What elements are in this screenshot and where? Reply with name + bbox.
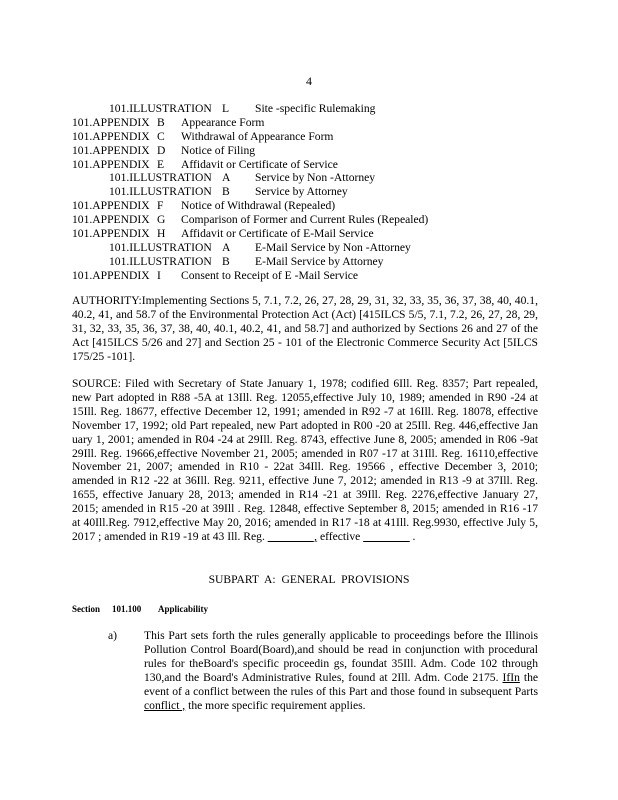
toc-prefix: 101.APPENDIX bbox=[72, 115, 150, 129]
toc-row bbox=[72, 102, 552, 116]
source-blank-1: ________, bbox=[267, 529, 318, 543]
toc-row bbox=[72, 241, 552, 255]
section-label: Section bbox=[72, 604, 100, 614]
toc-title: Service by Non -Attorney bbox=[255, 171, 376, 185]
toc-row bbox=[72, 227, 552, 241]
source-blank-2: ________ bbox=[363, 529, 410, 543]
toc-title: Withdrawal of Appearance Form bbox=[181, 129, 334, 143]
toc-row bbox=[72, 199, 552, 213]
inserted-conflict: conflict , bbox=[144, 698, 186, 712]
toc-letter: F bbox=[157, 199, 164, 213]
toc-letter: B bbox=[157, 115, 165, 129]
toc-letter: B bbox=[222, 185, 230, 199]
toc-title: Comparison of Former and Current Rules (Repealed) bbox=[181, 213, 429, 227]
toc-prefix: 101.ILLUSTRATION bbox=[109, 171, 212, 185]
toc-prefix: 101.ILLUSTRATION bbox=[109, 254, 212, 268]
toc-letter: H bbox=[157, 227, 166, 241]
toc-prefix: 101.ILLUSTRATION bbox=[109, 185, 212, 199]
toc-letter: A bbox=[222, 171, 231, 185]
subsection-text-1: This Part sets forth the rules generally applicable to proceedings before the Illinois Pollution Control Board(Board),and should be read in conjunction with procedural rules for theBoard's specific proceedin gs, foundat 35Ill. Adm. Code 102 through 130,and the Board's Administrative Rules, found at 2Ill. Adm. Code 2175. bbox=[144, 629, 538, 684]
toc-prefix: 101.ILLUSTRATION bbox=[109, 240, 212, 254]
subsection-label: a) bbox=[108, 629, 118, 642]
page-number: 4 bbox=[306, 74, 312, 88]
source-text: SOURCE: Filed with Secretary of State January 1, 1978; codified 6Ill. Reg. 8357; Part repealed, new Part adopted in R88 -5A at 13Ill. Reg. 12055,effective July 10, 1989; amended in R90 -24 at 15Ill. Reg. 18677, effective December 12, 1991; amended in R92 -7 at 16Ill. Reg. 18078, effective November 17, 1992; old Part repealed, new Part adopted in R00 -20 at 25Ill. Reg. 446,effective Jan uary 1, 2001; amended in R04 -24 at 29Ill. Reg. 8743, effective June 8, 2005; amended in R06 -9at 29Ill. Reg. 19666,effective November 21, 2005; amended in R07 -17 at 31Ill. Reg. 16110,effective November 21, 2007; amended in R10 - 22at 34Ill. Reg. 19566 , effective December 3, 2010; amended in R12 -22 at 36Ill. Reg. 9211, effective June 7, 2012; amended in R13 -9 at 37Ill. Reg. 1655, effective January 28, 2013; amended in R14 -21 at 39Ill. Reg. 2276,effective January 27, 2015; amended in R15 -20 at 39Ill . Reg. 12848, effective September 8, 2015; amended in R16 -17 at 40Ill.Reg. 7912,effective May 20, 2016; amended in R17 -18 at 41Ill. Reg.9930, effective July 5, 2017 ; amended in R19 -19 at 43 Ill. Reg. bbox=[72, 377, 538, 543]
toc-prefix: 101.APPENDIX bbox=[72, 227, 150, 241]
toc-prefix: 101.APPENDIX bbox=[72, 129, 150, 143]
toc-row bbox=[72, 130, 552, 144]
toc-title: Notice of Filing bbox=[181, 143, 256, 157]
toc-letter: E bbox=[157, 157, 165, 171]
toc-title: Affidavit or Certificate of Service bbox=[181, 157, 338, 171]
source-end: . bbox=[412, 529, 416, 543]
section-number: 101.100 bbox=[112, 604, 142, 614]
subsection-text-3: the more specific requirement applies. bbox=[185, 698, 366, 712]
toc-letter: B bbox=[222, 254, 230, 268]
toc-title: Appearance Form bbox=[181, 115, 265, 129]
toc-title: E-Mail Service by Non -Attorney bbox=[255, 240, 411, 254]
toc-letter: D bbox=[157, 143, 166, 157]
section-heading bbox=[72, 604, 209, 614]
toc-prefix: 101.APPENDIX bbox=[72, 268, 150, 282]
toc-prefix: 101.APPENDIX bbox=[72, 199, 150, 213]
toc-title: E-Mail Service by Attorney bbox=[255, 254, 384, 268]
toc-title: Notice of Withdrawal (Repealed) bbox=[181, 199, 336, 213]
toc-row bbox=[72, 269, 552, 283]
table-of-contents bbox=[72, 102, 552, 283]
source-effective: effective bbox=[319, 529, 361, 543]
toc-title: Consent to Receipt of E -Mail Service bbox=[181, 268, 359, 282]
toc-row bbox=[72, 144, 552, 158]
toc-row bbox=[72, 185, 552, 199]
toc-prefix: 101.ILLUSTRATION bbox=[109, 102, 212, 115]
toc-prefix: 101.APPENDIX bbox=[72, 213, 150, 227]
toc-letter: I bbox=[157, 268, 161, 282]
toc-row bbox=[72, 213, 552, 227]
toc-letter: L bbox=[222, 102, 230, 115]
toc-letter: G bbox=[157, 213, 166, 227]
toc-row bbox=[72, 171, 552, 185]
section-title: Applicability bbox=[158, 604, 209, 614]
toc-row bbox=[72, 158, 552, 172]
toc-title: Service by Attorney bbox=[255, 185, 348, 199]
toc-letter: A bbox=[222, 240, 231, 254]
toc-prefix: 101.APPENDIX bbox=[72, 157, 150, 171]
subsection-text bbox=[144, 629, 538, 712]
toc-row bbox=[72, 116, 552, 130]
toc-row bbox=[72, 255, 552, 269]
source-paragraph bbox=[72, 377, 538, 544]
subsection-text-2: the event of a conflict between the rules of this Part and those found in subsequent Parts bbox=[144, 670, 539, 698]
subpart-heading: SUBPART A: GENERAL PROVISIONS bbox=[208, 573, 410, 586]
toc-title: Affidavit or Certificate of E-Mail Service bbox=[181, 227, 374, 241]
toc-prefix: 101.APPENDIX bbox=[72, 143, 150, 157]
struck-if-in: IfIn bbox=[502, 670, 520, 684]
toc-title: Site -specific Rulemaking bbox=[255, 102, 376, 115]
authority-paragraph: AUTHORITY:Implementing Sections 5, 7.1, 7.2, 26, 27, 28, 29, 31, 32, 33, 35, 36, 37, 38, 40, 40.1, 40.2, 41, and 58.7 of the Environmental Protection Act (Act) [415ILCS 5/5, 7.1, 7.2, 26, 27, 28, 29, 31, 32, 33, 35, 36, 37, 38, 40, 40.1, 40.2, 41, and 58.7] and authorized by Sections 26 and 27 of the Act [415ILCS 5/26 and 27] and Section 25 - 101 of the Electronic Commerce Security Act [5ILCS 175/25 -101]. bbox=[72, 294, 538, 363]
toc-letter: C bbox=[157, 129, 165, 143]
